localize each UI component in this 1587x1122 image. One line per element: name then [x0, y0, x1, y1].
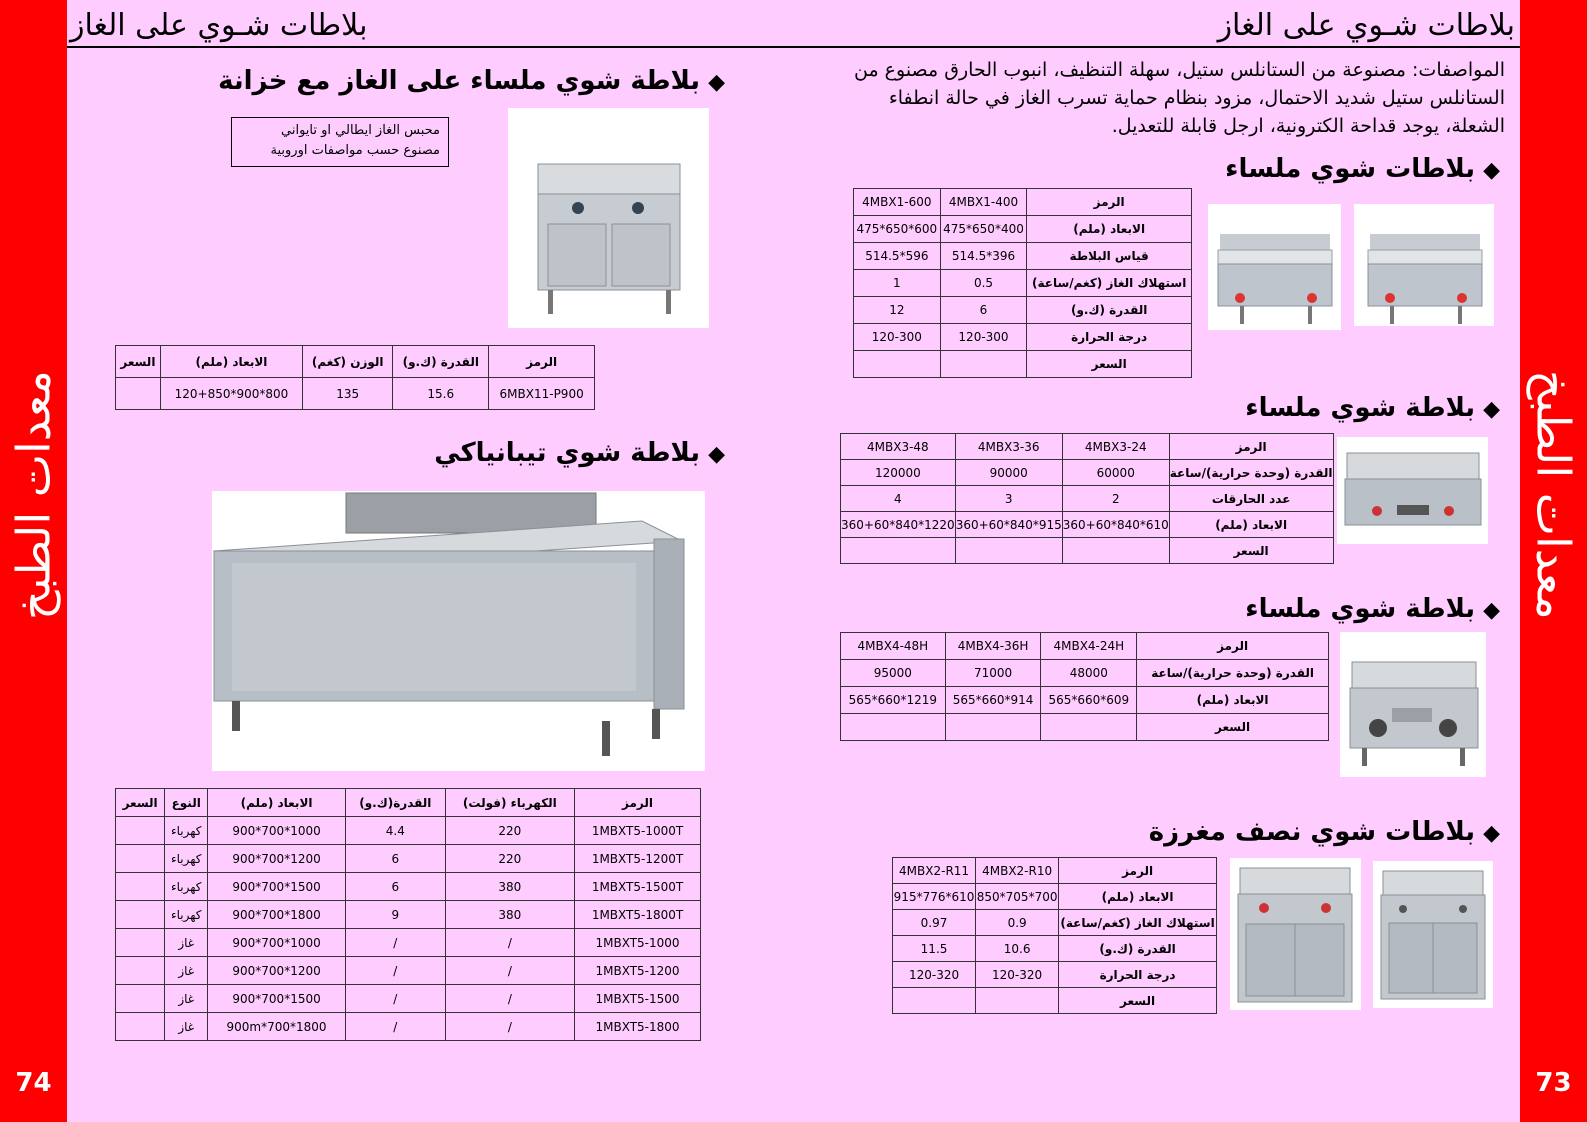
table-row: [841, 714, 1329, 741]
table-cell: 6: [940, 297, 1027, 324]
table-row: [116, 985, 701, 1013]
table-row: [841, 434, 1334, 460]
table-cell: 1500*700*900: [208, 985, 346, 1013]
table-cell: [976, 988, 1059, 1014]
table-cell: 1200*700*900: [208, 845, 346, 873]
table-row: [854, 243, 1192, 270]
table-row: [893, 988, 1217, 1014]
table-cell: [841, 714, 946, 741]
table-cell: السعر: [1137, 714, 1329, 741]
table-cell: 135: [303, 378, 393, 410]
table-cell: 1MBXT5-1800: [575, 1013, 701, 1041]
table-cell: 120-320: [976, 962, 1059, 988]
table-cell: 610*776*915: [893, 884, 976, 910]
table-cell: 4MBX4-24H: [1041, 633, 1137, 660]
table-cell: الرمز: [1137, 633, 1329, 660]
specifications-text: المواصفات: مصنوعة من الستانلس ستيل، سهلة التنظيف، انبوب الحارق مصنوع من الستانلس ستيل شديد الاحتمال، مزود بنظام حماية تسرب الغاز في حالة انطفاء الشعلة، يوجد قداحة الكترونية، ارجل قابلة للتعديل.: [853, 59, 1505, 137]
table-cell: 120-300: [854, 324, 941, 351]
table-cell: استهلاك الغاز (كغم/ساعة): [1059, 910, 1217, 936]
table-cell: 95000: [841, 660, 946, 687]
product-photo-4mbx2-r11: [1230, 858, 1361, 1010]
table-cell: 596*514.5: [854, 243, 941, 270]
right-page-title: بلاطات شـوي على الغاز: [1217, 8, 1515, 43]
section-heading-smooth-griddle-2: ◆بلاطة شوي ملساء: [1245, 393, 1500, 423]
table-cell: الابعاد (ملم): [1169, 512, 1333, 538]
table-cell: [893, 988, 976, 1014]
table-cell: 11.5: [893, 936, 976, 962]
table-cell: 1MBXT5-1500: [575, 985, 701, 1013]
table-cell: 914*660*565: [945, 687, 1041, 714]
table-cell: [116, 985, 165, 1013]
table-cell: 4MBX3-24: [1062, 434, 1169, 460]
table-row: [116, 789, 701, 817]
table-cell: 60000: [1062, 460, 1169, 486]
table-cell: 1000*700*900: [208, 817, 346, 845]
product-photo-4mbx2-r10: [1373, 861, 1493, 1008]
table-cell: [116, 873, 165, 901]
table-cell: [945, 714, 1041, 741]
table-cell: 610*840*360+60: [1062, 512, 1169, 538]
table-row: [841, 486, 1334, 512]
table-row: [841, 687, 1329, 714]
table-cell: 1: [854, 270, 941, 297]
table-cell: 1219*660*565: [841, 687, 946, 714]
table-cell: الكهرباء (فولت): [445, 789, 574, 817]
table-cell: 6: [345, 873, 445, 901]
table-cell: [1062, 538, 1169, 564]
bullet-icon: ◆: [1483, 821, 1500, 846]
table-cell: الرمز: [1027, 189, 1192, 216]
table-cell: 4MBX3-36: [955, 434, 1062, 460]
table-cell: /: [445, 957, 574, 985]
table-cell: عدد الحارقات: [1169, 486, 1333, 512]
bullet-icon: ◆: [1483, 397, 1500, 422]
table-cell: 4MBX2-R10: [976, 858, 1059, 884]
product-photo-4mbx3: [1337, 437, 1488, 544]
spec-table-4mbx1: [853, 188, 1192, 378]
table-row: [116, 901, 701, 929]
table-cell: الوزن (كغم): [303, 346, 393, 378]
table-cell: 800*900*120+850: [160, 378, 302, 410]
table-cell: [116, 901, 165, 929]
table-cell: 1220*840*360+60: [841, 512, 956, 538]
table-cell: 120000: [841, 460, 956, 486]
table-cell: غاز: [165, 1013, 208, 1041]
table-row: [116, 929, 701, 957]
table-cell: 3: [955, 486, 1062, 512]
table-row: [854, 351, 1192, 378]
table-cell: غاز: [165, 985, 208, 1013]
table-cell: 6: [345, 845, 445, 873]
table-cell: [116, 378, 161, 410]
table-cell: [1041, 714, 1137, 741]
table-cell: [116, 1013, 165, 1041]
bullet-icon: ◆: [1483, 158, 1500, 183]
table-cell: كهرباء: [165, 817, 208, 845]
table-cell: /: [445, 985, 574, 1013]
table-cell: /: [345, 929, 445, 957]
table-row: [841, 512, 1334, 538]
spec-table-4mbx3: [840, 433, 1334, 564]
table-cell: [854, 351, 941, 378]
table-cell: [940, 351, 1027, 378]
table-cell: كهرباء: [165, 873, 208, 901]
table-cell: 220: [445, 845, 574, 873]
right-page-number: 73: [1535, 1068, 1572, 1098]
table-cell: الابعاد (ملم): [160, 346, 302, 378]
table-cell: 12: [854, 297, 941, 324]
table-cell: [116, 957, 165, 985]
table-cell: 4MBX1-600: [854, 189, 941, 216]
table-row: [854, 324, 1192, 351]
table-cell: /: [445, 1013, 574, 1041]
table-cell: [841, 538, 956, 564]
table-row: [116, 873, 701, 901]
table-cell: 396*514.5: [940, 243, 1027, 270]
spec-table-4mbx4: [840, 632, 1329, 741]
table-cell: 1MBXT5-1500T: [575, 873, 701, 901]
section-heading-smooth-griddle-3: ◆بلاطة شوي ملساء: [1245, 594, 1500, 624]
table-row: [854, 297, 1192, 324]
table-cell: 0.9: [976, 910, 1059, 936]
table-cell: 120-320: [893, 962, 976, 988]
left-sidebar-band: [0, 0, 67, 1122]
table-row: [841, 660, 1329, 687]
table-cell: 4.4: [345, 817, 445, 845]
table-cell: درجة الحرارة: [1027, 324, 1192, 351]
left-sidebar-label: معدات الطبخ: [6, 370, 61, 620]
table-cell: [116, 929, 165, 957]
table-cell: الابعاد (ملم): [1027, 216, 1192, 243]
table-cell: القدرة(ك.و): [345, 789, 445, 817]
table-cell: 1MBXT5-1200T: [575, 845, 701, 873]
table-cell: 4MBX1-400: [940, 189, 1027, 216]
header-rule: [67, 46, 1520, 48]
table-cell: [116, 817, 165, 845]
table-cell: 4MBX3-48: [841, 434, 956, 460]
table-cell: /: [345, 1013, 445, 1041]
table-cell: السعر: [116, 789, 165, 817]
table-cell: كهرباء: [165, 901, 208, 929]
table-cell: 1200*700*900: [208, 957, 346, 985]
table-row: [116, 845, 701, 873]
table-row: [116, 346, 595, 378]
note-line-1: محبس الغاز ايطالي او تايواني: [281, 123, 440, 138]
table-cell: 1500*700*900: [208, 873, 346, 901]
left-page-number: 74: [15, 1068, 52, 1098]
table-cell: السعر: [1059, 988, 1217, 1014]
table-row: [854, 189, 1192, 216]
table-cell: 700*705*850: [976, 884, 1059, 910]
bullet-icon: ◆: [708, 70, 725, 95]
table-cell: القدرة (ك.و): [1027, 297, 1192, 324]
note-line-2: مصنوع حسب مواصفات اوروبية: [270, 143, 440, 158]
table-cell: 609*660*565: [1041, 687, 1137, 714]
table-cell: 2: [1062, 486, 1169, 512]
spec-table-1mbxt5: [115, 788, 701, 1041]
table-row: [893, 910, 1217, 936]
bullet-icon: ◆: [708, 442, 725, 467]
product-photo-4mbx1-600: [1208, 204, 1341, 330]
table-row: [893, 858, 1217, 884]
table-cell: 1MBXT5-1000: [575, 929, 701, 957]
table-cell: [116, 845, 165, 873]
table-cell: 48000: [1041, 660, 1137, 687]
table-cell: غاز: [165, 957, 208, 985]
table-cell: 380: [445, 901, 574, 929]
table-cell: 1000*700*900: [208, 929, 346, 957]
table-cell: الابعاد (ملم): [1137, 687, 1329, 714]
table-cell: الرمز: [1059, 858, 1217, 884]
table-cell: /: [445, 929, 574, 957]
table-cell: الرمز: [1169, 434, 1333, 460]
product-photo-6mbx11-p900: [508, 108, 709, 328]
table-cell: استهلاك الغاز (كغم/ساعة): [1027, 270, 1192, 297]
table-cell: 1MBXT5-1200: [575, 957, 701, 985]
table-row: [893, 936, 1217, 962]
table-cell: 4MBX4-48H: [841, 633, 946, 660]
table-cell: قياس البلاطة: [1027, 243, 1192, 270]
section-heading-teppanyaki: ◆بلاطة شوي تيبانياكي: [434, 438, 725, 468]
table-row: [116, 957, 701, 985]
table-row: [116, 1013, 701, 1041]
table-cell: 1MBXT5-1000T: [575, 817, 701, 845]
table-cell: 400*650*475: [940, 216, 1027, 243]
table-row: [854, 216, 1192, 243]
table-cell: 0.97: [893, 910, 976, 936]
table-cell: الرمز: [575, 789, 701, 817]
table-cell: 4MBX4-36H: [945, 633, 1041, 660]
table-cell: درجة الحرارة: [1059, 962, 1217, 988]
table-cell: 1MBXT5-1800T: [575, 901, 701, 929]
table-cell: الرمز: [489, 346, 595, 378]
table-cell: القدرة (ك.و): [393, 346, 489, 378]
table-cell: 915*840*360+60: [955, 512, 1062, 538]
table-cell: 600*650*475: [854, 216, 941, 243]
table-cell: القدرة (وحدة حرارية)/ساعة: [1137, 660, 1329, 687]
product-photo-teppanyaki: [212, 491, 705, 771]
product-photo-4mbx4: [1340, 632, 1486, 777]
table-cell: 4MBX2-R11: [893, 858, 976, 884]
table-cell: /: [345, 957, 445, 985]
table-cell: الابعاد (ملم): [208, 789, 346, 817]
section-heading-smooth-griddles: ◆بلاطات شوي ملساء: [1225, 154, 1500, 184]
section-heading-half-grooved: ◆بلاطات شوي نصف مغرزة: [1148, 817, 1500, 847]
spec-table-6mbx11: [115, 345, 595, 410]
table-cell: الابعاد (ملم): [1059, 884, 1217, 910]
table-cell: السعر: [1027, 351, 1192, 378]
table-cell: السعر: [1169, 538, 1333, 564]
table-cell: السعر: [116, 346, 161, 378]
table-cell: القدرة (ك.و): [1059, 936, 1217, 962]
table-row: [116, 817, 701, 845]
product-photo-4mbx1-400: [1354, 204, 1494, 326]
table-cell: [955, 538, 1062, 564]
right-sidebar-band: [1520, 0, 1587, 1122]
table-row: [841, 633, 1329, 660]
table-cell: كهرباء: [165, 845, 208, 873]
table-cell: 6MBX11-P900: [489, 378, 595, 410]
table-cell: 1800*700*900: [208, 901, 346, 929]
table-cell: 15.6: [393, 378, 489, 410]
bullet-icon: ◆: [1483, 598, 1500, 623]
table-row: [841, 460, 1334, 486]
table-cell: 0.5: [940, 270, 1027, 297]
left-page-title: بلاطات شـوي على الغاز: [70, 8, 368, 43]
table-cell: 220: [445, 817, 574, 845]
table-cell: 10.6: [976, 936, 1059, 962]
table-cell: /: [345, 985, 445, 1013]
table-cell: النوع: [165, 789, 208, 817]
table-cell: 71000: [945, 660, 1041, 687]
table-cell: القدرة (وحدة حرارية)/ساعة: [1169, 460, 1333, 486]
table-cell: 1800*700*900m: [208, 1013, 346, 1041]
table-row: [893, 884, 1217, 910]
table-cell: 90000: [955, 460, 1062, 486]
table-cell: 9: [345, 901, 445, 929]
table-cell: 380: [445, 873, 574, 901]
table-row: [893, 962, 1217, 988]
table-cell: غاز: [165, 929, 208, 957]
section-heading-griddle-cabinet: ◆بلاطة شوي ملساء على الغاز مع خزانة: [218, 66, 725, 96]
table-row: [116, 378, 595, 410]
right-sidebar-label: معدات الطبخ: [1526, 370, 1581, 620]
table-row: [854, 270, 1192, 297]
table-cell: 120-300: [940, 324, 1027, 351]
table-cell: 4: [841, 486, 956, 512]
table-row: [841, 538, 1334, 564]
note-box: [231, 117, 449, 167]
spec-table-4mbx2: [892, 857, 1217, 1014]
